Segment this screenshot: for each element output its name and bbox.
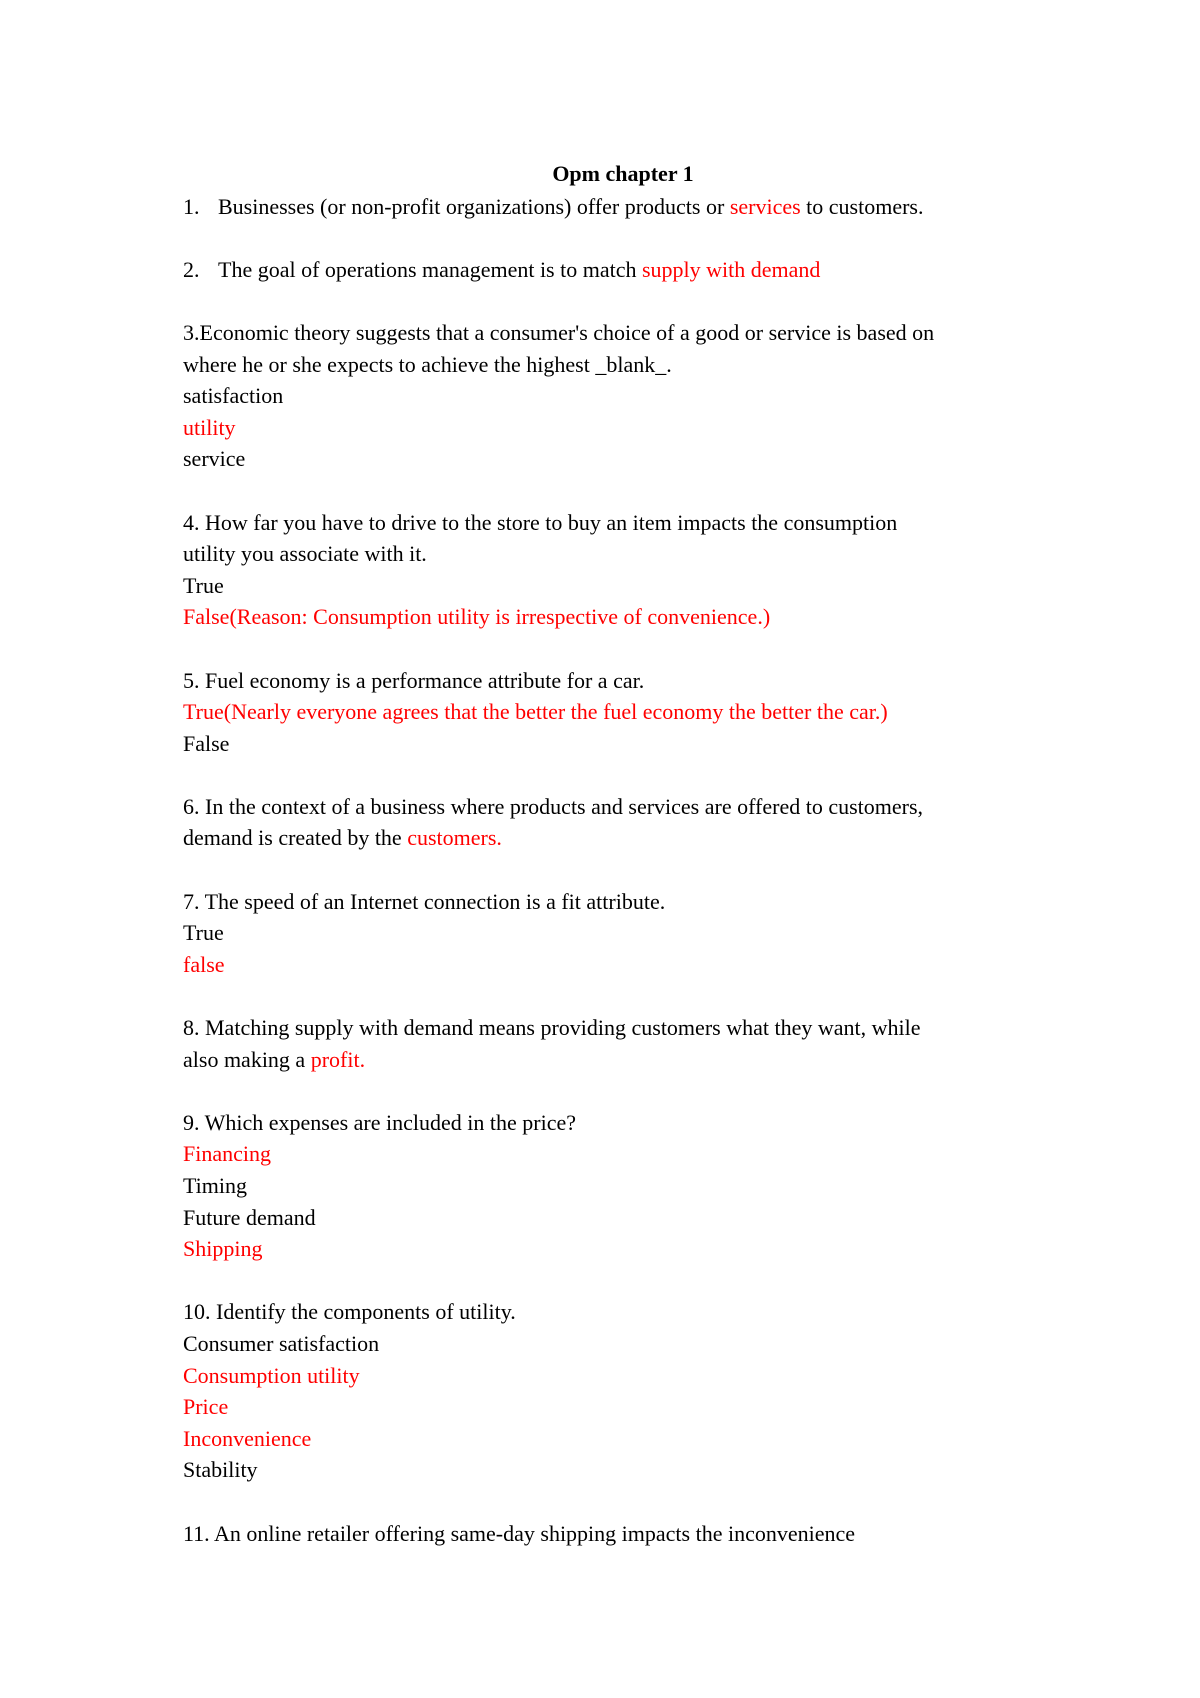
question-7	[183, 886, 1063, 981]
question-8-answer: profit.	[310, 1046, 366, 1072]
question-7-option: True	[183, 920, 224, 946]
question-11-text: 11. An online retailer offering same-day shipping impacts the inconvenience	[183, 1520, 856, 1546]
question-4-option-answer: False(Reason: Consumption utility is irrespective of convenience.)	[183, 604, 771, 630]
question-1-number: 1.	[183, 193, 200, 219]
question-1-text: Businesses (or non-profit organizations) offer products or	[218, 193, 730, 219]
question-2-text: The goal of operations management is to match	[218, 256, 642, 282]
document-content	[183, 158, 1063, 1549]
question-5-option: False	[183, 730, 230, 756]
question-9-option-answer: Shipping	[183, 1236, 263, 1262]
question-5	[183, 665, 1063, 760]
question-1-answer: services	[729, 193, 801, 219]
question-10-text: 10. Identify the components of utility.	[183, 1299, 516, 1325]
question-2-number: 2.	[183, 256, 200, 282]
question-10	[183, 1296, 1063, 1486]
question-11	[183, 1518, 1063, 1550]
question-9-option: Timing	[183, 1173, 248, 1198]
question-4-text-line-2: utility you associate with it.	[183, 541, 427, 567]
question-7-text: 7. The speed of an Internet connection is a fit attribute.	[183, 888, 666, 914]
question-4-text-line-1: 4. How far you have to drive to the store to buy an item impacts the consumption	[183, 509, 898, 535]
question-5-text: 5. Fuel economy is a performance attribute for a car.	[183, 667, 645, 693]
question-6-answer: customers.	[407, 825, 502, 851]
question-6	[183, 791, 1063, 854]
question-1	[183, 191, 1063, 223]
question-4-option: True	[183, 572, 224, 598]
page-title: Opm chapter 1	[552, 161, 694, 186]
question-10-option-answer: Price	[183, 1394, 229, 1420]
question-2-answer: supply with demand	[641, 256, 821, 282]
question-1-text-end: to customers.	[800, 193, 924, 219]
question-10-option-answer: Consumption utility	[183, 1362, 360, 1388]
question-3	[183, 317, 1063, 475]
question-5-option-answer: True(Nearly everyone agrees that the better the fuel economy the better the car.)	[183, 699, 888, 725]
question-9-text: 9. Which expenses are included in the price?	[183, 1109, 576, 1135]
question-9-option: Future demand	[183, 1204, 316, 1230]
question-10-option: Consumer satisfaction	[183, 1330, 380, 1356]
question-8	[183, 1012, 1063, 1075]
question-3-text-line-1: 3.Economic theory suggests that a consumer's choice of a good or service is based on	[183, 319, 935, 345]
question-9-option-answer: Financing	[183, 1141, 271, 1167]
question-6-text-line-2: demand is created by the	[183, 825, 408, 851]
question-8-text-line-1: 8. Matching supply with demand means providing customers what they want, while	[183, 1015, 921, 1041]
question-3-text-line-2: where he or she expects to achieve the highest _blank_.	[183, 351, 672, 377]
question-3-option: service	[183, 446, 246, 472]
question-9	[183, 1107, 1063, 1265]
question-4	[183, 507, 1063, 633]
question-10-option: Stability	[183, 1457, 258, 1483]
question-3-option: satisfaction	[183, 383, 284, 409]
question-7-option-answer: false	[183, 951, 225, 977]
question-2	[183, 254, 1063, 286]
question-10-option-answer: Inconvenience	[183, 1425, 312, 1451]
question-6-text-line-1: 6. In the context of a business where products and services are offered to customers,	[183, 793, 924, 819]
question-3-option-answer: utility	[183, 414, 236, 440]
question-8-text-line-2: also making a	[183, 1046, 311, 1072]
